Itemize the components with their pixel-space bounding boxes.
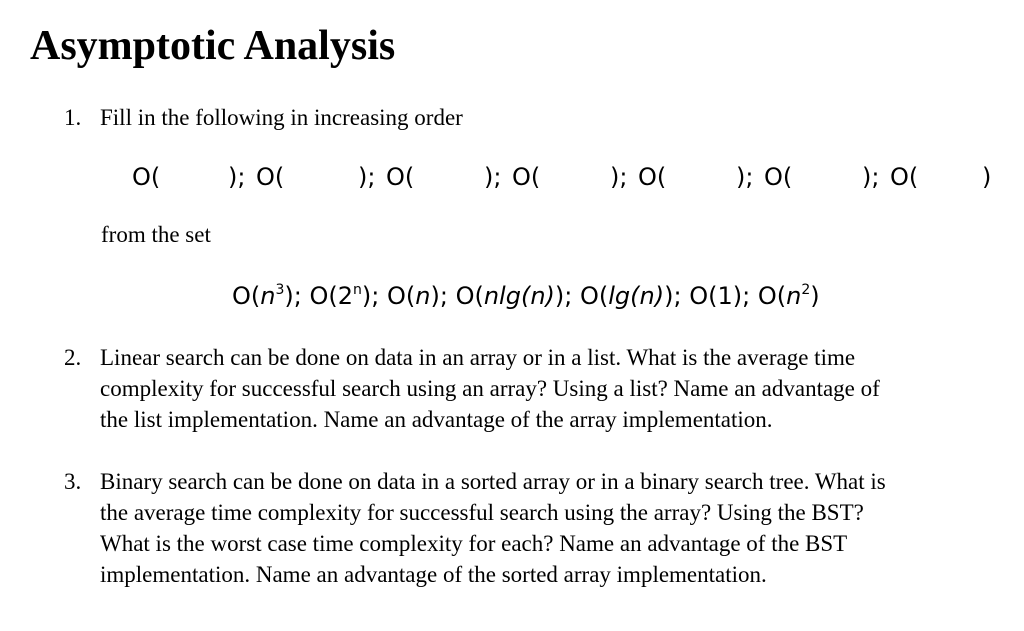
complexity-term-suffix: ): [810, 282, 820, 310]
blank-slot-2-close: );: [358, 163, 376, 191]
complexity-set: [232, 280, 820, 312]
complexity-term: [758, 282, 820, 310]
question-1-text: Fill in the following in increasing order: [100, 105, 463, 130]
blank-slot-7-close: ): [982, 163, 992, 191]
blank-slot-4-open: O(: [512, 163, 541, 191]
complexity-term-suffix: ): [664, 282, 674, 310]
question-3-text: Binary search can be done on data in a sorted array or in a binary search tree. What is the average time complexity for successful search using the array? Using the BST? What is the worst case time complexity for each? Name an advantage of the BST implementation. Name an advantage of the sorted array implementation.: [100, 469, 886, 587]
question-3-number: 3.: [64, 469, 82, 494]
complexity-term: [456, 282, 565, 310]
complexity-separator: ;: [371, 282, 387, 310]
complexity-term-exponent: 3: [275, 282, 285, 298]
from-the-set-label: from the set: [101, 222, 211, 247]
complexity-term-suffix: ): [361, 282, 372, 310]
complexity-term-variable: n: [786, 282, 802, 310]
complexity-term: [689, 282, 742, 310]
blank-slot-3-open: O(: [386, 163, 415, 191]
complexity-separator: ;: [742, 282, 758, 310]
question-3: [64, 466, 894, 590]
question-2-number: 2.: [64, 345, 82, 370]
question-1-number: 1.: [64, 105, 82, 130]
question-1: [64, 102, 964, 133]
complexity-term-prefix: O(: [757, 282, 787, 310]
blank-slot-5-close: );: [736, 163, 754, 191]
complexity-term-prefix: O(: [232, 282, 261, 310]
complexity-separator: ;: [673, 282, 690, 310]
complexity-term-prefix: O(2: [309, 282, 354, 310]
complexity-term-prefix: O(: [455, 282, 484, 310]
question-2: [64, 342, 884, 435]
blank-slot-1-close: );: [228, 163, 246, 191]
complexity-term-suffix: ): [284, 282, 294, 310]
complexity-separator: ;: [439, 282, 456, 310]
complexity-term-suffix: ): [430, 282, 440, 310]
question-2-text: Linear search can be done on data in an array or in a list. What is the average time complexity for successful search using an array? Using a list? Name an advantage of the list implementation. Name an advantage of the array implementation.: [100, 345, 880, 432]
blank-slot-4-close: );: [610, 163, 628, 191]
blank-slot-6-close: );: [862, 163, 880, 191]
complexity-term-variable: n: [415, 282, 431, 310]
complexity-term-variable: n: [260, 282, 276, 310]
complexity-term-prefix: O(1: [689, 282, 733, 310]
blank-slot-7-open: O(: [890, 163, 919, 191]
complexity-term: [232, 282, 294, 310]
blank-slot-6-open: O(: [764, 163, 793, 191]
complexity-separator: ;: [564, 282, 580, 310]
complexity-term: [387, 282, 440, 310]
blank-ordering-row: [132, 162, 1002, 194]
complexity-separator: ;: [293, 282, 310, 310]
complexity-term-suffix: ): [554, 282, 565, 310]
page-title: Asymptotic Analysis: [30, 23, 396, 69]
complexity-term-variable: nlg(n): [483, 282, 555, 310]
blank-slot-5-open: O(: [638, 163, 667, 191]
complexity-term: [580, 282, 673, 310]
complexity-term-exponent: 2: [801, 282, 811, 298]
blank-slot-2-open: O(: [256, 163, 285, 191]
blank-slot-1-open: O(: [132, 163, 161, 191]
complexity-term-prefix: O(: [580, 282, 609, 310]
complexity-term-exponent: n: [353, 282, 362, 298]
complexity-term-suffix: ): [732, 282, 743, 310]
complexity-term-variable: lg(n): [608, 282, 665, 310]
blank-slot-3-close: );: [484, 163, 502, 191]
complexity-term-prefix: O(: [387, 282, 416, 310]
complexity-term: [310, 282, 372, 310]
